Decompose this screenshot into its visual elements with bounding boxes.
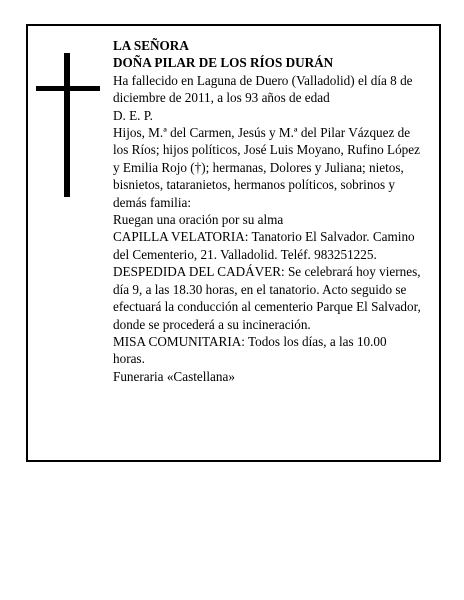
deceased-name: DOÑA PILAR DE LOS RÍOS DURÁN xyxy=(113,55,334,71)
mass-info: MISA COMUNITARIA: Todos los días, a las 10.00 horas. xyxy=(113,333,387,367)
title-line-1: LA SEÑORA xyxy=(113,38,189,53)
farewell-info: DESPEDIDA DEL CADÁVER: Se celebrará hoy viernes, día 9, a las 18.30 horas, en el tanatorio. Acto seguido se efectuará la conducción al cementerio Parque El Salvador, donde se procederá a su incineración. xyxy=(113,264,421,332)
death-announcement: Ha fallecido en Laguna de Duero (Valladolid) el día 8 de diciembre de 2011, a los 93 años de edad xyxy=(113,72,413,106)
family-list: Hijos, M.ª del Carmen, Jesús y M.ª del Pilar Vázquez de los Ríos; hijos políticos, José Luis Moyano, Rufino López y Emilia Rojo (†); hermanas, Dolores y Juliana; nietos, bisnietos, tataranietos, hermanos políticos, sobrinos y demás familia: xyxy=(113,125,420,210)
funeral-home: Funeraria «Castellana» xyxy=(113,368,235,384)
rip-line: D. E. P. xyxy=(113,107,153,123)
wake-chapel-info: CAPILLA VELATORIA: Tanatorio El Salvador. Camino del Cementerio, 21. Valladolid. Teléf. 983251225. xyxy=(113,229,415,262)
prayer-request: Ruegan una oración por su alma xyxy=(113,212,284,228)
cross-icon xyxy=(36,53,100,197)
cross-vertical-bar xyxy=(64,53,70,197)
obituary-text xyxy=(113,37,421,385)
cross-horizontal-bar xyxy=(36,86,100,91)
